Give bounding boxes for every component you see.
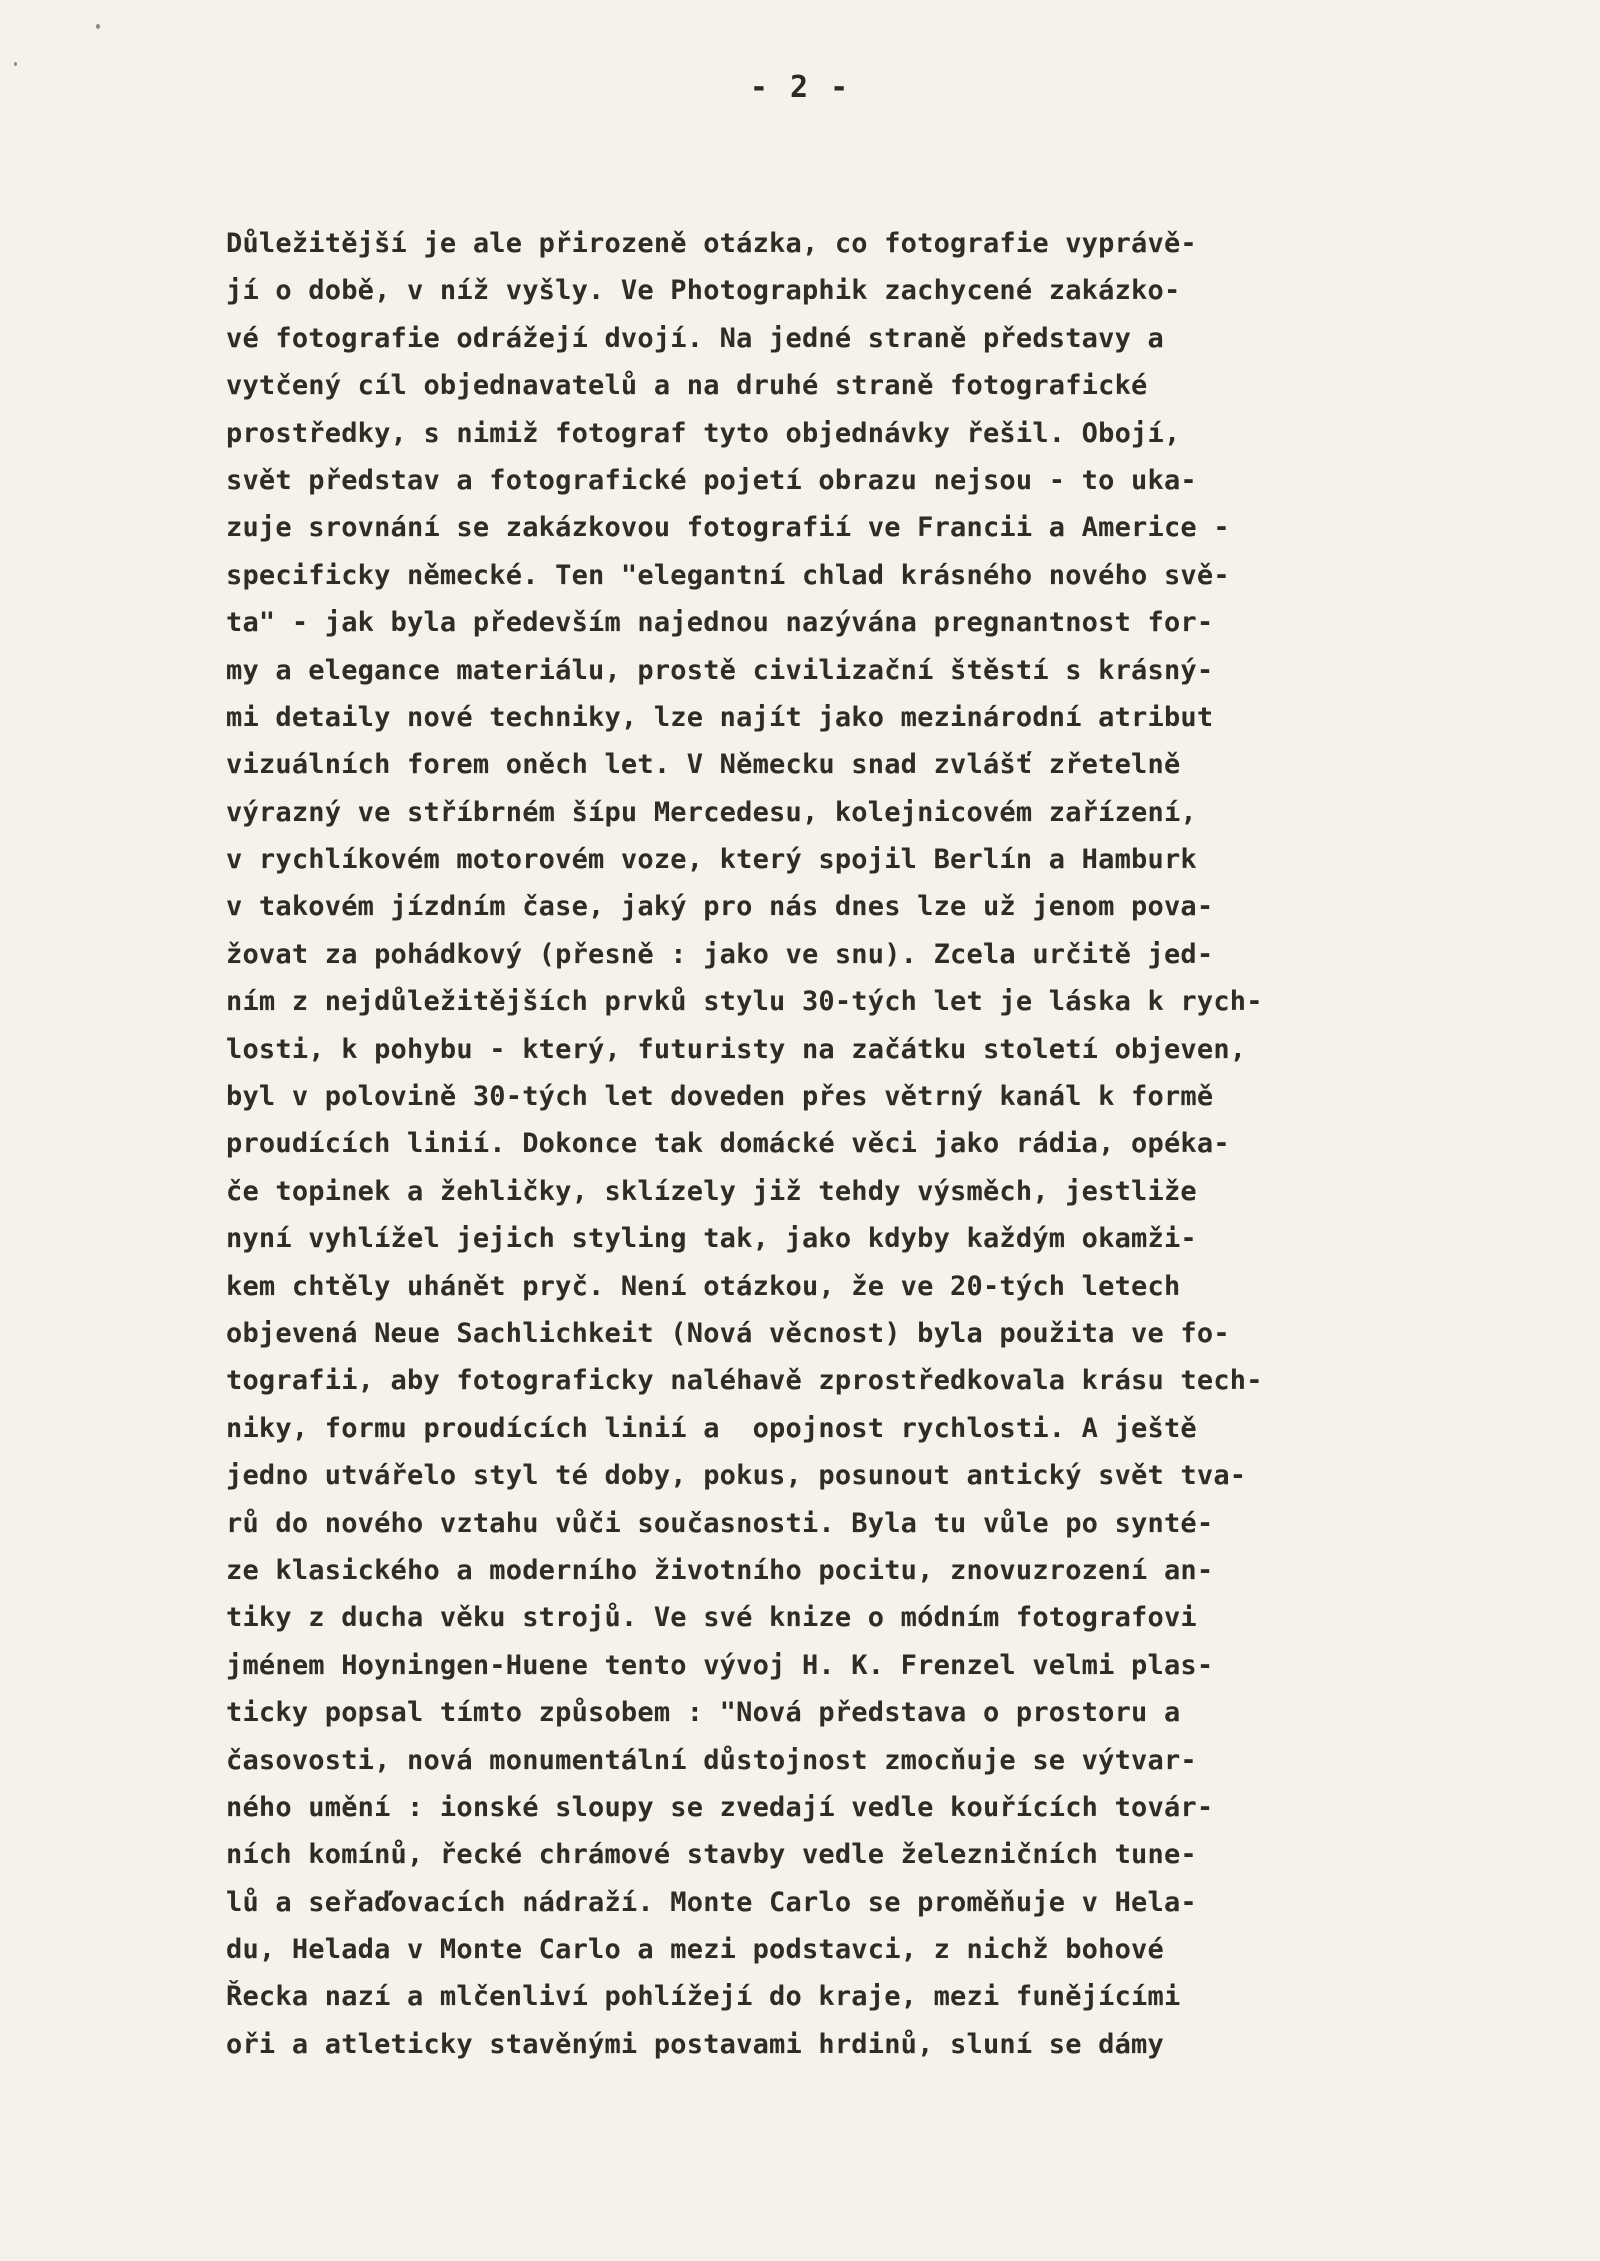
text-line: objevená Neue Sachlichkeit (Nová věcnost) byla použita ve fo- (226, 1317, 1230, 1349)
text-line: kem chtěly uhánět pryč. Není otázkou, že ve 20-tých letech (226, 1270, 1181, 1302)
text-line: rů do nového vztahu vůči současnosti. Byla tu vůle po synté- (226, 1507, 1214, 1539)
paper-speck (14, 62, 17, 66)
text-line: ného umění : ionské sloupy se zvedají vedle kouřících továr- (226, 1791, 1214, 1823)
text-line: jedno utvářelo styl té doby, pokus, posunout antický svět tva- (226, 1460, 1247, 1492)
text-line: svět představ a fotografické pojetí obrazu nejsou - to uka- (226, 464, 1197, 496)
text-line: du, Helada v Monte Carlo a mezi podstavci, z nichž bohové (226, 1934, 1164, 1966)
text-line: losti, k pohybu - který, futuristy na začátku století objeven, (226, 1033, 1247, 1065)
text-line: mi detaily nové techniky, lze najít jako mezinárodní atribut (226, 701, 1214, 733)
text-line: jménem Hoyningen-Huene tento vývoj H. K. Frenzel velmi plas- (226, 1649, 1214, 1681)
text-line: če topinek a žehličky, sklízely již tehdy výsměch, jestliže (226, 1175, 1197, 1207)
paper-speck (96, 24, 100, 29)
text-line: niky, formu proudících linií a opojnost rychlosti. A ještě (226, 1412, 1197, 1444)
text-line: nyní vyhlížel jejich styling tak, jako kdyby každým okamži- (226, 1223, 1197, 1255)
text-line: Řecka nazí a mlčenliví pohlížejí do kraje, mezi funějícími (226, 1981, 1181, 2013)
text-line: my a elegance materiálu, prostě civilizační štěstí s krásný- (226, 654, 1214, 686)
text-line: v takovém jízdním čase, jaký pro nás dnes lze už jenom pova- (226, 891, 1214, 923)
text-line: výrazný ve stříbrném šípu Mercedesu, kolejnicovém zařízení, (226, 796, 1197, 828)
text-line: oři a atleticky stavěnými postavami hrdinů, sluní se dámy (226, 2028, 1164, 2060)
text-line: časovosti, nová monumentální důstojnost zmocňuje se výtvar- (226, 1744, 1197, 1776)
body-text (226, 220, 1486, 2068)
text-line: ze klasického a moderního životního pocitu, znovuzrození an- (226, 1554, 1214, 1586)
text-line: v rychlíkovém motorovém voze, který spojil Berlín a Hamburk (226, 844, 1197, 876)
text-line: ních komínů, řecké chrámové stavby vedle železničních tune- (226, 1839, 1197, 1871)
text-line: prostředky, s nimiž fotograf tyto objednávky řešil. Obojí, (226, 417, 1181, 449)
text-line: proudících linií. Dokonce tak domácké věci jako rádia, opéka- (226, 1128, 1230, 1160)
text-line: ticky popsal tímto způsobem : "Nová představa o prostoru a (226, 1697, 1181, 1729)
text-line: ním z nejdůležitějších prvků stylu 30-tých let je láska k rych- (226, 986, 1263, 1018)
text-line: byl v polovině 30-tých let doveden přes větrný kanál k formě (226, 1081, 1214, 1113)
text-line: tiky z ducha věku strojů. Ve své knize o módním fotografovi (226, 1602, 1197, 1634)
text-line: vytčený cíl objednavatelů a na druhé straně fotografické (226, 370, 1148, 402)
text-line: ta" - jak byla především najednou nazývána pregnantnost for- (226, 607, 1214, 639)
text-line: zuje srovnání se zakázkovou fotografií ve Francii a Americe - (226, 512, 1230, 544)
text-line: tografii, aby fotograficky naléhavě zprostředkovala krásu tech- (226, 1365, 1263, 1397)
text-line: lů a seřaďovacích nádraží. Monte Carlo se proměňuje v Hela- (226, 1886, 1197, 1918)
text-line: žovat za pohádkový (přesně : jako ve snu). Zcela určitě jed- (226, 938, 1214, 970)
text-line: jí o době, v níž vyšly. Ve Photographik zachycené zakázko- (226, 275, 1181, 307)
text-line: vé fotografie odrážejí dvojí. Na jedné straně představy a (226, 322, 1164, 354)
text-line: vizuálních forem oněch let. V Německu snad zvlášť zřetelně (226, 749, 1181, 781)
text-line: Důležitější je ale přirozeně otázka, co fotografie vyprávě- (226, 228, 1197, 259)
page-number: - 2 - (749, 70, 851, 105)
text-line: specificky německé. Ten "elegantní chlad krásného nového svě- (226, 559, 1230, 591)
